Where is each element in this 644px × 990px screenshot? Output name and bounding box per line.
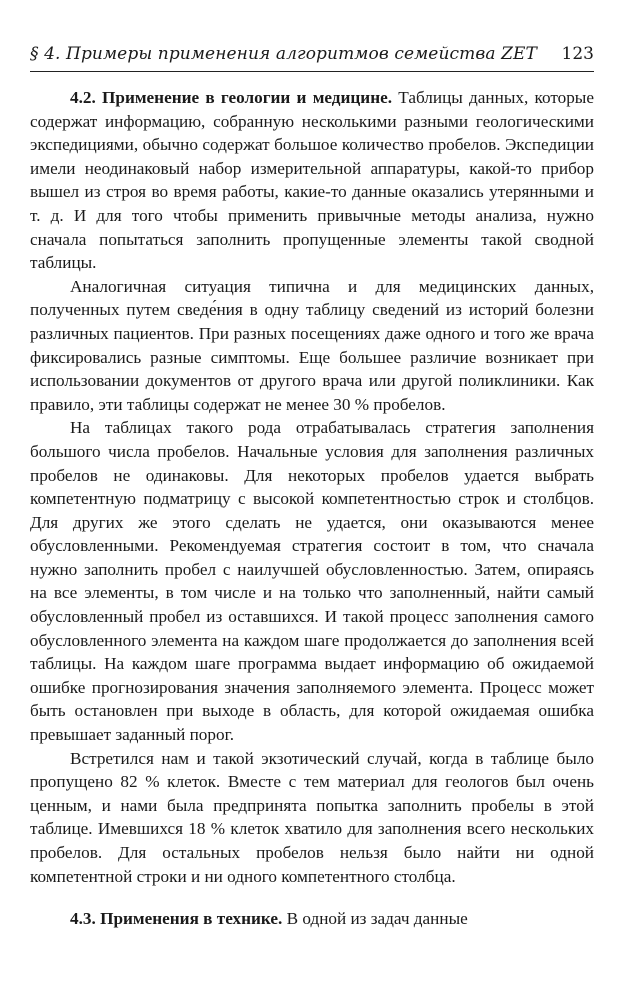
paragraph-text: Таблицы данных, которые содержат информацию, собранную несколькими разными геологическими экспедициями, обычно содержат большое количество пробелов. Экспедиции имели неодинаковый набор измерительной аппаратуры, какой-то прибор вышел из строя во время работы, какие-то данные оказались утерянными и т. д. И для того чтобы применить привычные методы анализа, нужно сначала попытаться заполнить пропущенные элементы такой сводной таблицы. <box>30 88 594 273</box>
running-head-title: § 4. Примеры применения алгоритмов семейства ZET <box>30 44 537 64</box>
paragraph-medicine: Аналогичная ситуация типична и для медицинских данных, полученных путем сведе́ния в одну таблицу сведений из историй болезни различных пациентов. При разных посещениях даже одного и того же врача фиксировались разные симптомы. Еще большее различие возникает при использовании документов от другого врача или другой поликлиники. Как правило, эти таблицы содержат не менее 30 % пробелов. <box>30 276 594 414</box>
paragraph-text: В одной из задач данные <box>286 909 468 929</box>
paragraph-exotic-case: Встретился нам и такой экзотический случай, когда в таблице было пропущено 82 % клеток. Вместе с тем материал для геологов был очень ценным, и нами была предпринята попытка заполнить пробелы в этой таблице. Имевшихся 18 % клеток хватило для заполнения всего нескольких пробелов. Для остальных пробелов нельзя было найти ни одной компетентной строки и ни одного компетентного столбца. <box>30 748 594 886</box>
page-number: 123 <box>561 44 594 64</box>
section-heading-4-2: 4.2. Применение в геологии и медицине. <box>70 88 393 107</box>
running-head <box>30 42 594 72</box>
paragraph-geology <box>30 86 594 275</box>
book-page <box>30 0 594 990</box>
page-body <box>30 86 594 931</box>
section-heading-4-3: 4.3. Применения в технике. <box>70 909 283 929</box>
paragraph-technology <box>30 907 594 931</box>
paragraph-strategy: На таблицах такого рода отрабатывалась стратегия заполнения большого числа пробелов. Начальные условия для заполнения различных пробелов не одинаковы. Для некоторых пробелов удается выбрать компетентную подматрицу с высокой компетентностью строк и столбцов. Для других же этого сделать не удается, они оказываются менее обусловленными. Рекомендуемая стратегия состоит в том, что сначала нужно заполнить пробел с наилучшей обусловленностью. Затем, опираясь на все элементы, в том числе и на только что заполненный, найти самый обусловленный пробел из оставшихся. И такой процесс заполнения самого обусловленного элемента на каждом шаге продолжается до заполнения всей таблицы. На каждом шаге программа выдает информацию об ожидаемой ошибке прогнозирования значения заполняемого элемента. Процесс может быть остановлен при выходе в область, для которой ожидаемая ошибка превышает заданный порог. <box>30 418 594 745</box>
